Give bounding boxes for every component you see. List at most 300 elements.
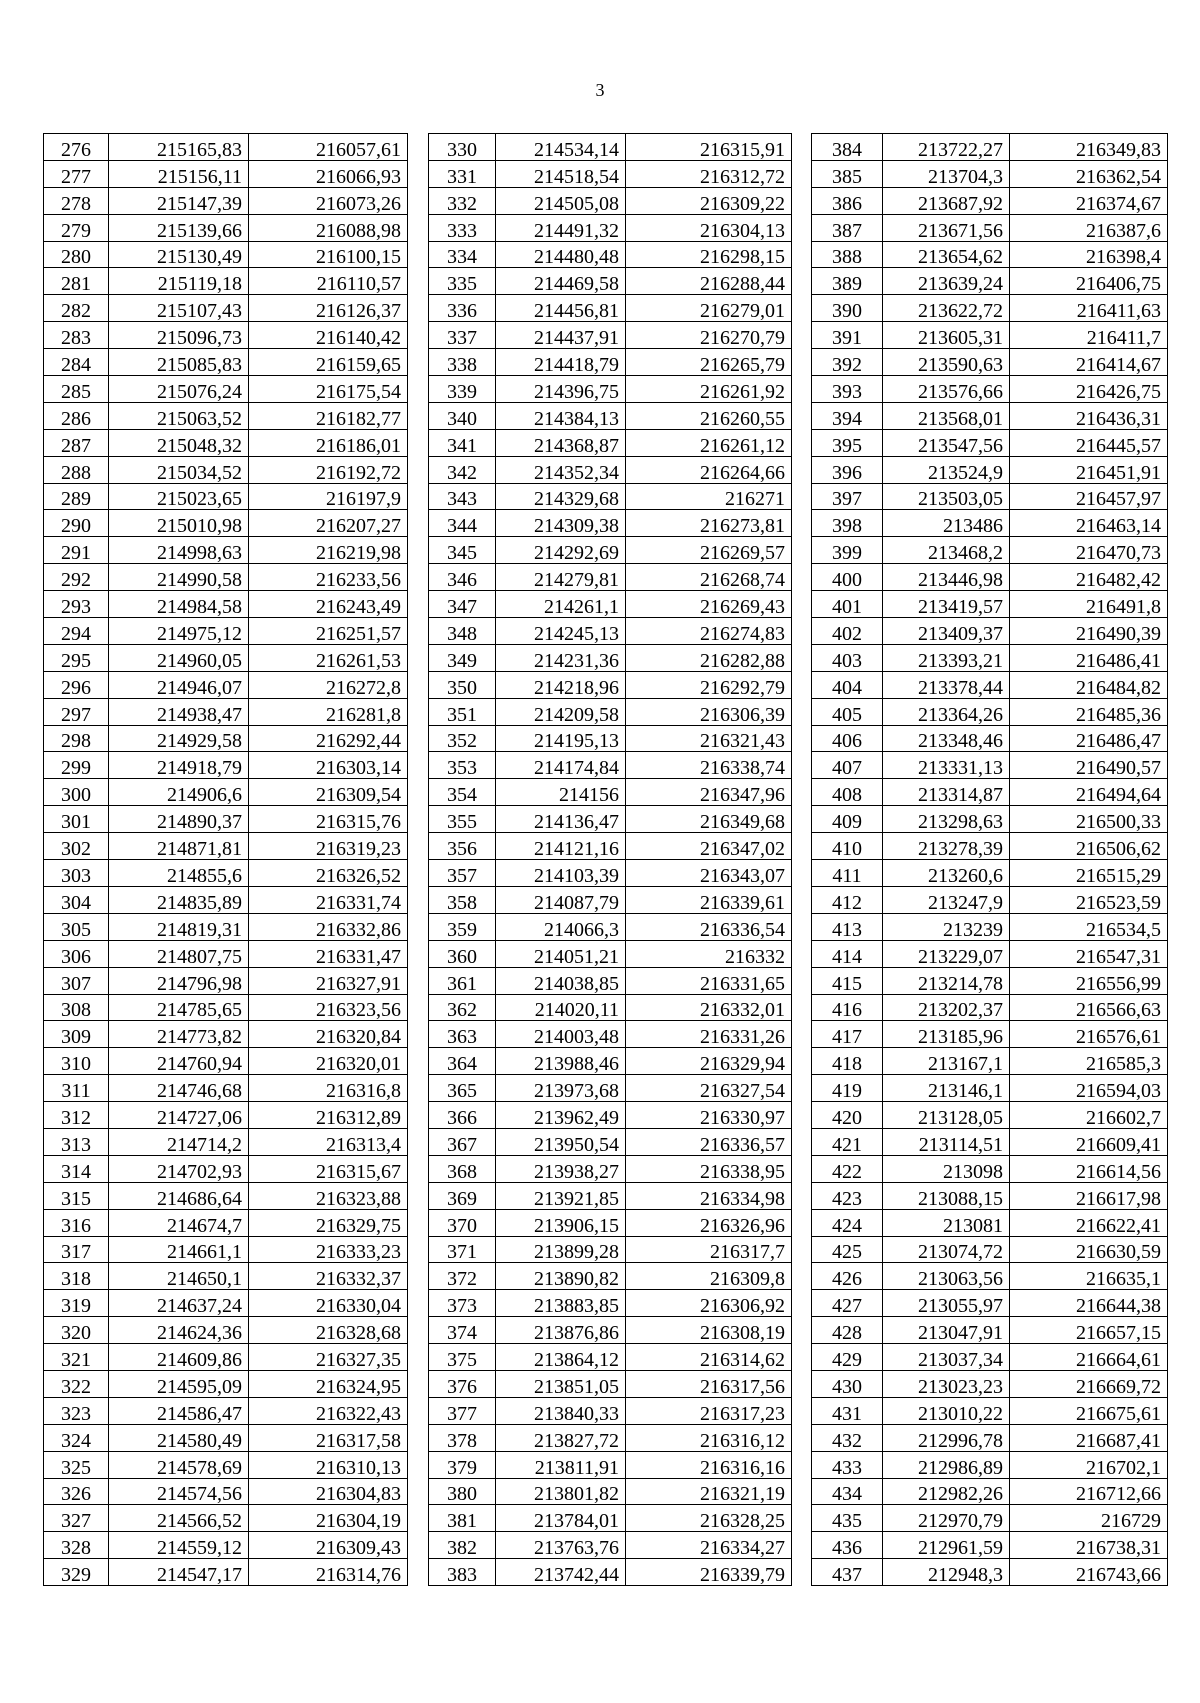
x-coordinate-cell: 214087,79 [496,886,626,913]
x-coordinate-cell: 214136,47 [496,806,626,833]
table-row [812,537,1168,564]
point-number-cell: 320 [44,1317,109,1344]
y-coordinate-cell: 216110,57 [249,268,408,295]
table-row [429,752,792,779]
y-coordinate-cell: 216140,42 [249,322,408,349]
table-row [812,913,1168,940]
point-number-cell: 293 [44,591,109,618]
table-row [812,618,1168,645]
table-row [44,1075,408,1102]
table-row [429,994,792,1021]
x-coordinate-cell: 213840,33 [496,1397,626,1424]
y-coordinate-cell: 216268,74 [626,564,792,591]
table-row [44,644,408,671]
y-coordinate-cell: 216331,65 [626,967,792,994]
point-number-cell: 362 [429,994,496,1021]
x-coordinate-cell: 212996,78 [883,1424,1010,1451]
table-row [429,618,792,645]
point-number-cell: 431 [812,1397,883,1424]
table-row [44,886,408,913]
point-number-cell: 328 [44,1532,109,1559]
table-row [429,833,792,860]
y-coordinate-cell: 216312,72 [626,160,792,187]
point-number-cell: 349 [429,644,496,671]
y-coordinate-cell: 216315,67 [249,1155,408,1182]
y-coordinate-cell: 216491,8 [1010,591,1168,618]
x-coordinate-cell: 214518,54 [496,160,626,187]
table-row [812,1424,1168,1451]
x-coordinate-cell: 213167,1 [883,1048,1010,1075]
y-coordinate-cell: 216329,75 [249,1209,408,1236]
table-row [429,913,792,940]
table-row [44,1155,408,1182]
table-row [44,860,408,887]
table-row [812,187,1168,214]
y-coordinate-cell: 216320,84 [249,1021,408,1048]
x-coordinate-cell: 214918,79 [109,752,249,779]
x-coordinate-cell: 214796,98 [109,967,249,994]
x-coordinate-cell: 214505,08 [496,187,626,214]
x-coordinate-cell: 213784,01 [496,1505,626,1532]
x-coordinate-cell: 213047,91 [883,1317,1010,1344]
point-number-cell: 428 [812,1317,883,1344]
x-coordinate-cell: 213622,72 [883,295,1010,322]
page-number: 3 [595,80,605,100]
y-coordinate-cell: 216316,8 [249,1075,408,1102]
table-row [429,1048,792,1075]
x-coordinate-cell: 213639,24 [883,268,1010,295]
point-number-cell: 306 [44,940,109,967]
point-number-cell: 356 [429,833,496,860]
point-number-cell: 368 [429,1155,496,1182]
y-coordinate-cell: 216321,19 [626,1478,792,1505]
point-number-cell: 375 [429,1344,496,1371]
point-number-cell: 435 [812,1505,883,1532]
point-number-cell: 382 [429,1532,496,1559]
y-coordinate-cell: 216319,23 [249,833,408,860]
table-row [44,187,408,214]
y-coordinate-cell: 216066,93 [249,160,408,187]
point-number-cell: 399 [812,537,883,564]
table-row [44,940,408,967]
point-number-cell: 352 [429,725,496,752]
point-number-cell: 432 [812,1424,883,1451]
x-coordinate-cell: 215085,83 [109,349,249,376]
y-coordinate-cell: 216317,7 [626,1236,792,1263]
point-number-cell: 436 [812,1532,883,1559]
point-number-cell: 414 [812,940,883,967]
point-number-cell: 318 [44,1263,109,1290]
y-coordinate-cell: 216333,23 [249,1236,408,1263]
table-row [812,1532,1168,1559]
table-row [812,886,1168,913]
y-coordinate-cell: 216219,98 [249,537,408,564]
table-row [812,994,1168,1021]
table-row [44,456,408,483]
point-number-cell: 305 [44,913,109,940]
x-coordinate-cell: 214702,93 [109,1155,249,1182]
y-coordinate-cell: 216313,4 [249,1128,408,1155]
point-number-cell: 332 [429,187,496,214]
x-coordinate-cell: 214456,81 [496,295,626,322]
table-row [44,1102,408,1129]
x-coordinate-cell: 214807,75 [109,940,249,967]
y-coordinate-cell: 216279,01 [626,295,792,322]
table-row [44,1317,408,1344]
point-number-cell: 396 [812,456,883,483]
table-row [429,1397,792,1424]
point-number-cell: 413 [812,913,883,940]
coordinates-table-3 [811,133,1168,1586]
table-row [44,1559,408,1586]
x-coordinate-cell: 213851,05 [496,1370,626,1397]
x-coordinate-cell: 214574,56 [109,1478,249,1505]
table-row [812,1451,1168,1478]
table-row [44,160,408,187]
y-coordinate-cell: 216314,62 [626,1344,792,1371]
table-row [812,752,1168,779]
point-number-cell: 283 [44,322,109,349]
table-row [44,564,408,591]
y-coordinate-cell: 216515,29 [1010,860,1168,887]
table-row [812,1155,1168,1182]
x-coordinate-cell: 213128,05 [883,1102,1010,1129]
point-number-cell: 415 [812,967,883,994]
table-row [429,160,792,187]
table-row [44,1344,408,1371]
x-coordinate-cell: 213214,78 [883,967,1010,994]
y-coordinate-cell: 216687,41 [1010,1424,1168,1451]
y-coordinate-cell: 216330,97 [626,1102,792,1129]
table-row [812,1397,1168,1424]
point-number-cell: 434 [812,1478,883,1505]
y-coordinate-cell: 216635,1 [1010,1263,1168,1290]
y-coordinate-cell: 216331,26 [626,1021,792,1048]
table-row [812,671,1168,698]
x-coordinate-cell: 213921,85 [496,1182,626,1209]
point-number-cell: 419 [812,1075,883,1102]
point-number-cell: 313 [44,1128,109,1155]
point-number-cell: 379 [429,1451,496,1478]
x-coordinate-cell: 214819,31 [109,913,249,940]
point-number-cell: 321 [44,1344,109,1371]
y-coordinate-cell: 216406,75 [1010,268,1168,295]
y-coordinate-cell: 216594,03 [1010,1075,1168,1102]
table-row [812,1209,1168,1236]
y-coordinate-cell: 216327,91 [249,967,408,994]
point-number-cell: 325 [44,1451,109,1478]
x-coordinate-cell: 215130,49 [109,241,249,268]
table-row [429,644,792,671]
point-number-cell: 358 [429,886,496,913]
table-row [812,376,1168,403]
x-coordinate-cell: 214906,6 [109,779,249,806]
table-row [44,1451,408,1478]
x-coordinate-cell: 213671,56 [883,214,1010,241]
point-number-cell: 433 [812,1451,883,1478]
point-number-cell: 408 [812,779,883,806]
y-coordinate-cell: 216327,35 [249,1344,408,1371]
x-coordinate-cell: 214998,63 [109,537,249,564]
y-coordinate-cell: 216622,41 [1010,1209,1168,1236]
x-coordinate-cell: 213906,15 [496,1209,626,1236]
y-coordinate-cell: 216126,37 [249,295,408,322]
table-row [812,322,1168,349]
table-row [812,1048,1168,1075]
table-row [812,1128,1168,1155]
table-row [429,1532,792,1559]
point-number-cell: 412 [812,886,883,913]
point-number-cell: 329 [44,1559,109,1586]
point-number-cell: 279 [44,214,109,241]
table-row [44,1021,408,1048]
y-coordinate-cell: 216269,43 [626,591,792,618]
point-number-cell: 374 [429,1317,496,1344]
point-number-cell: 303 [44,860,109,887]
table-row [44,833,408,860]
x-coordinate-cell: 213876,86 [496,1317,626,1344]
table-row [812,1317,1168,1344]
y-coordinate-cell: 216738,31 [1010,1532,1168,1559]
y-coordinate-cell: 216330,04 [249,1290,408,1317]
y-coordinate-cell: 216547,31 [1010,940,1168,967]
x-coordinate-cell: 212982,26 [883,1478,1010,1505]
point-number-cell: 296 [44,671,109,698]
x-coordinate-cell: 214727,06 [109,1102,249,1129]
table-row [429,591,792,618]
table-row [812,833,1168,860]
table-row [429,671,792,698]
y-coordinate-cell: 216309,54 [249,779,408,806]
x-coordinate-cell: 214218,96 [496,671,626,698]
table-row [812,1344,1168,1371]
point-number-cell: 407 [812,752,883,779]
point-number-cell: 345 [429,537,496,564]
point-number-cell: 425 [812,1236,883,1263]
y-coordinate-cell: 216260,55 [626,402,792,429]
table-row [429,1344,792,1371]
table-row [429,886,792,913]
point-number-cell: 390 [812,295,883,322]
point-number-cell: 388 [812,241,883,268]
y-coordinate-cell: 216486,47 [1010,725,1168,752]
table-row [44,483,408,510]
y-coordinate-cell: 216347,96 [626,779,792,806]
point-number-cell: 281 [44,268,109,295]
x-coordinate-cell: 212948,3 [883,1559,1010,1586]
x-coordinate-cell: 213331,13 [883,752,1010,779]
x-coordinate-cell: 215023,65 [109,483,249,510]
y-coordinate-cell: 216374,67 [1010,187,1168,214]
y-coordinate-cell: 216271 [626,483,792,510]
table-row [812,160,1168,187]
point-number-cell: 315 [44,1182,109,1209]
x-coordinate-cell: 214437,91 [496,322,626,349]
point-number-cell: 307 [44,967,109,994]
point-number-cell: 333 [429,214,496,241]
x-coordinate-cell: 215139,66 [109,214,249,241]
y-coordinate-cell: 216334,98 [626,1182,792,1209]
point-number-cell: 386 [812,187,883,214]
y-coordinate-cell: 216411,63 [1010,295,1168,322]
table-row [44,1505,408,1532]
table-row [812,268,1168,295]
point-number-cell: 347 [429,591,496,618]
x-coordinate-cell: 215076,24 [109,376,249,403]
x-coordinate-cell: 214051,21 [496,940,626,967]
table-row [429,1505,792,1532]
y-coordinate-cell: 216270,79 [626,322,792,349]
y-coordinate-cell: 216306,39 [626,698,792,725]
table-row [429,1424,792,1451]
y-coordinate-cell: 216306,92 [626,1290,792,1317]
x-coordinate-cell: 213314,87 [883,779,1010,806]
point-number-cell: 422 [812,1155,883,1182]
x-coordinate-cell: 214209,58 [496,698,626,725]
x-coordinate-cell: 214368,87 [496,429,626,456]
table-row [44,295,408,322]
y-coordinate-cell: 216298,15 [626,241,792,268]
point-number-cell: 301 [44,806,109,833]
point-number-cell: 302 [44,833,109,860]
point-number-cell: 391 [812,322,883,349]
point-number-cell: 327 [44,1505,109,1532]
x-coordinate-cell: 214418,79 [496,349,626,376]
y-coordinate-cell: 216322,43 [249,1397,408,1424]
y-coordinate-cell: 216343,07 [626,860,792,887]
point-number-cell: 297 [44,698,109,725]
x-coordinate-cell: 214580,49 [109,1424,249,1451]
point-number-cell: 323 [44,1397,109,1424]
table-row [429,806,792,833]
y-coordinate-cell: 216463,14 [1010,510,1168,537]
y-coordinate-cell: 216500,33 [1010,806,1168,833]
x-coordinate-cell: 214661,1 [109,1236,249,1263]
point-number-cell: 291 [44,537,109,564]
table-row [44,913,408,940]
x-coordinate-cell: 213010,22 [883,1397,1010,1424]
x-coordinate-cell: 213503,05 [883,483,1010,510]
y-coordinate-cell: 216272,8 [249,671,408,698]
y-coordinate-cell: 216328,25 [626,1505,792,1532]
table-row [44,725,408,752]
table-row [429,1209,792,1236]
table-row [429,429,792,456]
y-coordinate-cell: 216281,8 [249,698,408,725]
y-coordinate-cell: 216457,97 [1010,483,1168,510]
x-coordinate-cell: 214121,16 [496,833,626,860]
x-coordinate-cell: 214773,82 [109,1021,249,1048]
y-coordinate-cell: 216702,1 [1010,1451,1168,1478]
x-coordinate-cell: 213763,76 [496,1532,626,1559]
y-coordinate-cell: 216451,91 [1010,456,1168,483]
y-coordinate-cell: 216332,01 [626,994,792,1021]
point-number-cell: 385 [812,160,883,187]
y-coordinate-cell: 216566,63 [1010,994,1168,1021]
point-number-cell: 423 [812,1182,883,1209]
table-row [812,349,1168,376]
table-row [812,402,1168,429]
y-coordinate-cell: 216347,02 [626,833,792,860]
y-coordinate-cell: 216269,57 [626,537,792,564]
table-row [429,1263,792,1290]
table-row [429,698,792,725]
y-coordinate-cell: 216264,66 [626,456,792,483]
x-coordinate-cell: 214890,37 [109,806,249,833]
point-number-cell: 278 [44,187,109,214]
x-coordinate-cell: 213547,56 [883,429,1010,456]
x-coordinate-cell: 213247,9 [883,886,1010,913]
y-coordinate-cell: 216192,72 [249,456,408,483]
x-coordinate-cell: 213239 [883,913,1010,940]
x-coordinate-cell: 213298,63 [883,806,1010,833]
point-number-cell: 402 [812,618,883,645]
table-row [429,1021,792,1048]
table-row [429,483,792,510]
point-number-cell: 314 [44,1155,109,1182]
table-row [812,591,1168,618]
y-coordinate-cell: 216436,31 [1010,402,1168,429]
y-coordinate-cell: 216197,9 [249,483,408,510]
x-coordinate-cell: 214595,09 [109,1370,249,1397]
x-coordinate-cell: 215147,39 [109,187,249,214]
table-row [44,1048,408,1075]
x-coordinate-cell: 212970,79 [883,1505,1010,1532]
y-coordinate-cell: 216323,56 [249,994,408,1021]
x-coordinate-cell: 215107,43 [109,295,249,322]
x-coordinate-cell: 214578,69 [109,1451,249,1478]
y-coordinate-cell: 216292,79 [626,671,792,698]
point-number-cell: 405 [812,698,883,725]
table-row [44,322,408,349]
x-coordinate-cell: 214835,89 [109,886,249,913]
point-number-cell: 292 [44,564,109,591]
x-coordinate-cell: 214066,3 [496,913,626,940]
point-number-cell: 360 [429,940,496,967]
y-coordinate-cell: 216338,95 [626,1155,792,1182]
table-row [812,644,1168,671]
table-row [812,698,1168,725]
point-number-cell: 369 [429,1182,496,1209]
table-row [429,537,792,564]
y-coordinate-cell: 216669,72 [1010,1370,1168,1397]
table-row [812,510,1168,537]
x-coordinate-cell: 214480,48 [496,241,626,268]
point-number-cell: 392 [812,349,883,376]
x-coordinate-cell: 213348,46 [883,725,1010,752]
point-number-cell: 341 [429,429,496,456]
y-coordinate-cell: 216233,56 [249,564,408,591]
y-coordinate-cell: 216288,44 [626,268,792,295]
y-coordinate-cell: 216186,01 [249,429,408,456]
table-row [44,1209,408,1236]
y-coordinate-cell: 216602,7 [1010,1102,1168,1129]
table-row [429,402,792,429]
y-coordinate-cell: 216304,83 [249,1478,408,1505]
table-row [429,1155,792,1182]
point-number-cell: 337 [429,322,496,349]
x-coordinate-cell: 213568,01 [883,402,1010,429]
point-number-cell: 394 [812,402,883,429]
x-coordinate-cell: 213605,31 [883,322,1010,349]
point-number-cell: 393 [812,376,883,403]
table-row [44,1370,408,1397]
y-coordinate-cell: 216630,59 [1010,1236,1168,1263]
table-row [429,322,792,349]
point-number-cell: 298 [44,725,109,752]
y-coordinate-cell: 216273,81 [626,510,792,537]
x-coordinate-cell: 214020,11 [496,994,626,1021]
